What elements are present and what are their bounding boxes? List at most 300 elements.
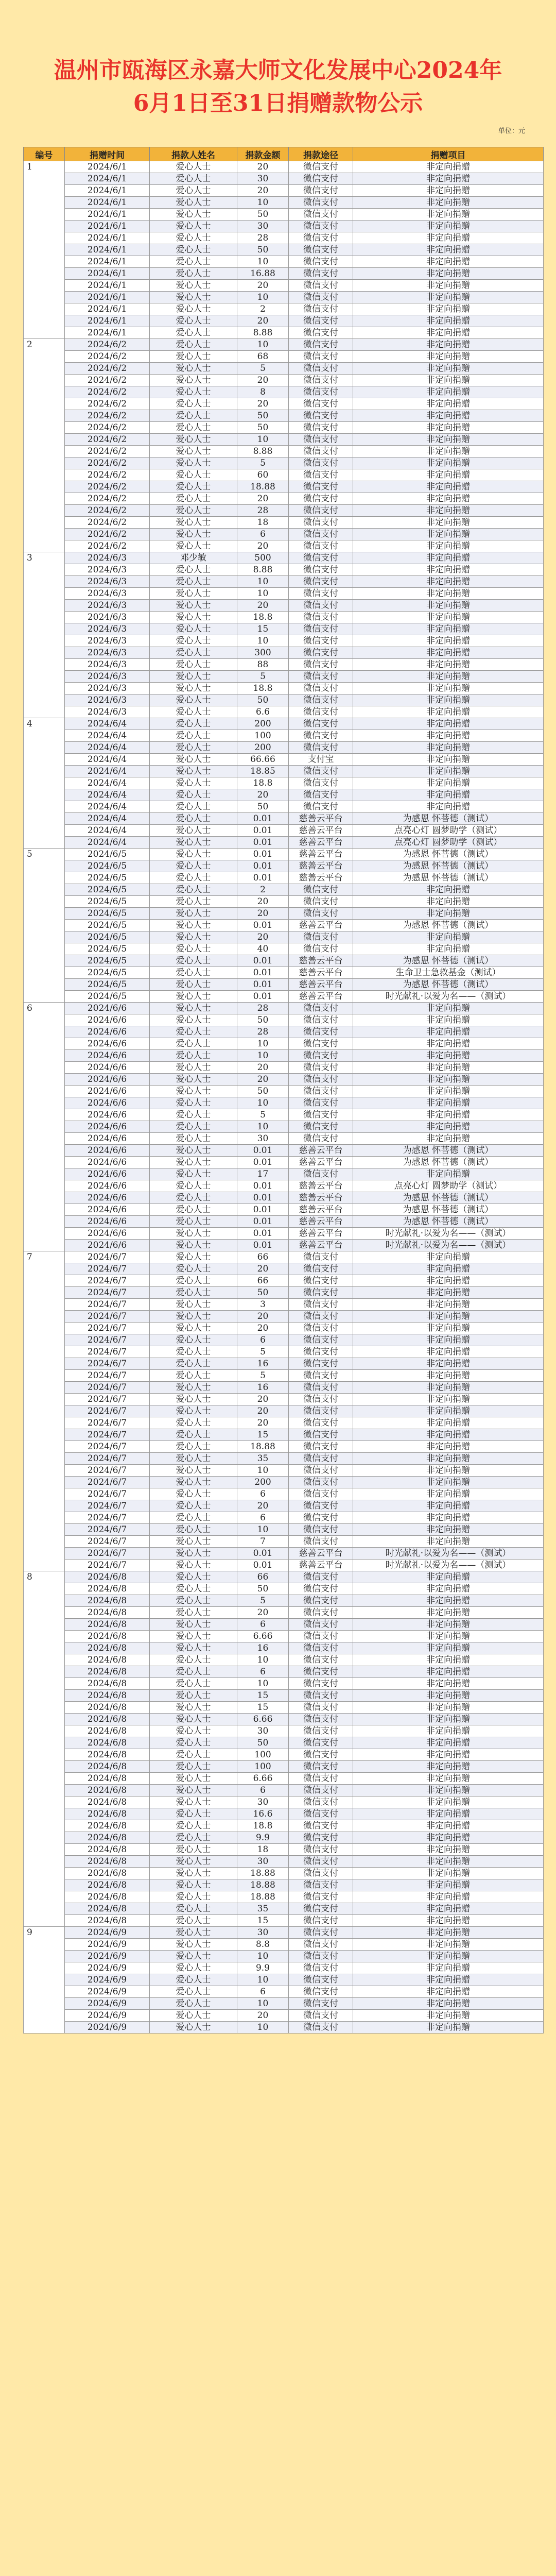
cell-method: 慈善云平台 <box>289 991 353 1003</box>
cell-donor: 爱心人士 <box>150 1891 237 1903</box>
cell-amount: 20 <box>237 398 289 410</box>
table-row <box>24 1548 544 1560</box>
cell-date: 2024/6/6 <box>65 1109 150 1121</box>
cell-method: 微信支付 <box>289 1631 353 1642</box>
cell-project: 为感恩 怀菩德（测试） <box>353 1204 544 1216</box>
cell-amount: 200 <box>237 742 289 754</box>
table-row <box>24 1583 544 1595</box>
table-row <box>24 1334 544 1346</box>
cell-project: 非定向捐赠 <box>353 943 544 955</box>
cell-amount: 16.6 <box>237 1808 289 1820</box>
table-row <box>24 1228 544 1240</box>
cell-project: 非定向捐赠 <box>353 1737 544 1749</box>
cell-date: 2024/6/7 <box>65 1429 150 1441</box>
cell-date: 2024/6/7 <box>65 1465 150 1477</box>
cell-amount: 0.01 <box>237 860 289 872</box>
cell-donor: 爱心人士 <box>150 635 237 647</box>
cell-amount: 20 <box>237 896 289 908</box>
cell-donor: 爱心人士 <box>150 1441 237 1453</box>
cell-method: 微信支付 <box>289 1583 353 1595</box>
cell-donor: 爱心人士 <box>150 1998 237 2010</box>
table-row <box>24 1382 544 1394</box>
cell-project: 为感恩 怀菩德（测试） <box>353 813 544 825</box>
cell-date: 2024/6/8 <box>65 1666 150 1678</box>
cell-method: 微信支付 <box>289 1097 353 1109</box>
cell-method: 微信支付 <box>289 185 353 197</box>
cell-project: 非定向捐赠 <box>353 1856 544 1868</box>
cell-project: 时光献礼·以爱为名——（测试） <box>353 991 544 1003</box>
cell-donor: 爱心人士 <box>150 1109 237 1121</box>
cell-method: 微信支付 <box>289 517 353 529</box>
cell-date: 2024/6/7 <box>65 1346 150 1358</box>
cell-donor: 爱心人士 <box>150 351 237 363</box>
table-row <box>24 221 544 232</box>
cell-method: 慈善云平台 <box>289 1560 353 1571</box>
cell-project: 非定向捐赠 <box>353 1311 544 1323</box>
cell-method: 微信支付 <box>289 1299 353 1311</box>
cell-method: 微信支付 <box>289 730 353 742</box>
cell-donor: 爱心人士 <box>150 1654 237 1666</box>
cell-project: 非定向捐赠 <box>353 931 544 943</box>
table-row <box>24 1121 544 1133</box>
table-row <box>24 2022 544 2033</box>
cell-donor: 爱心人士 <box>150 173 237 185</box>
cell-donor: 爱心人士 <box>150 1797 237 1808</box>
table-row <box>24 635 544 647</box>
cell-method: 微信支付 <box>289 600 353 612</box>
cell-project: 时光献礼·以爱为名——（测试） <box>353 1548 544 1560</box>
cell-amount: 50 <box>237 801 289 813</box>
table-row <box>24 1370 544 1382</box>
cell-amount: 50 <box>237 410 289 422</box>
cell-method: 微信支付 <box>289 576 353 588</box>
cell-project: 非定向捐赠 <box>353 422 544 434</box>
table-row <box>24 1086 544 1097</box>
cell-amount: 6 <box>237 1512 289 1524</box>
cell-donor: 爱心人士 <box>150 1631 237 1642</box>
cell-project: 非定向捐赠 <box>353 623 544 635</box>
cell-method: 微信支付 <box>289 197 353 209</box>
cell-method: 微信支付 <box>289 647 353 659</box>
cell-project: 非定向捐赠 <box>353 327 544 339</box>
cell-donor: 爱心人士 <box>150 1642 237 1654</box>
table-row <box>24 303 544 315</box>
table-row <box>24 422 544 434</box>
cell-method: 慈善云平台 <box>289 967 353 979</box>
cell-project: 非定向捐赠 <box>353 1086 544 1097</box>
table-row <box>24 1832 544 1844</box>
table-row <box>24 209 544 221</box>
cell-amount: 66 <box>237 1251 289 1263</box>
cell-amount: 100 <box>237 1761 289 1773</box>
cell-method: 微信支付 <box>289 1702 353 1714</box>
table-row <box>24 1180 544 1192</box>
cell-method: 微信支付 <box>289 908 353 920</box>
cell-date: 2024/6/6 <box>65 1204 150 1216</box>
cell-donor: 爱心人士 <box>150 2010 237 2022</box>
cell-project: 非定向捐赠 <box>353 683 544 694</box>
cell-donor: 爱心人士 <box>150 1050 237 1062</box>
cell-amount: 30 <box>237 1856 289 1868</box>
cell-donor: 爱心人士 <box>150 1749 237 1761</box>
cell-project: 非定向捐赠 <box>353 256 544 268</box>
cell-date: 2024/6/8 <box>65 1808 150 1820</box>
cell-donor: 爱心人士 <box>150 375 237 386</box>
cell-project: 为感恩 怀菩德（测试） <box>353 849 544 860</box>
cell-date: 2024/6/4 <box>65 825 150 837</box>
cell-donor: 爱心人士 <box>150 469 237 481</box>
cell-method: 微信支付 <box>289 1121 353 1133</box>
cell-donor: 爱心人士 <box>150 1275 237 1287</box>
table-row <box>24 896 544 908</box>
cell-date: 2024/6/8 <box>65 1654 150 1666</box>
cell-date: 2024/6/5 <box>65 908 150 920</box>
cell-method: 微信支付 <box>289 1856 353 1868</box>
table-row <box>24 1204 544 1216</box>
cell-amount: 20 <box>237 375 289 386</box>
cell-method: 微信支付 <box>289 1287 353 1299</box>
cell-amount: 10 <box>237 635 289 647</box>
cell-date: 2024/6/7 <box>65 1251 150 1263</box>
cell-date: 2024/6/5 <box>65 943 150 955</box>
table-row <box>24 1003 544 1014</box>
cell-date: 2024/6/2 <box>65 481 150 493</box>
cell-method: 微信支付 <box>289 766 353 777</box>
column-header-donor: 捐款人姓名 <box>150 147 237 161</box>
cell-project: 为感恩 怀菩德（测试） <box>353 920 544 931</box>
cell-project: 非定向捐赠 <box>353 1571 544 1583</box>
cell-amount: 5 <box>237 1109 289 1121</box>
cell-method: 微信支付 <box>289 1927 353 1939</box>
cell-date: 2024/6/8 <box>65 1725 150 1737</box>
cell-amount: 66 <box>237 1275 289 1287</box>
cell-donor: 爱心人士 <box>150 1915 237 1927</box>
table-row <box>24 706 544 718</box>
cell-method: 微信支付 <box>289 1477 353 1488</box>
cell-amount: 10 <box>237 197 289 209</box>
cell-date: 2024/6/4 <box>65 777 150 789</box>
cell-date: 2024/6/6 <box>65 1192 150 1204</box>
cell-amount: 20 <box>237 1323 289 1334</box>
cell-donor: 爱心人士 <box>150 1074 237 1086</box>
cell-amount: 20 <box>237 1394 289 1405</box>
cell-donor: 爱心人士 <box>150 386 237 398</box>
table-row <box>24 1856 544 1868</box>
cell-date: 2024/6/7 <box>65 1263 150 1275</box>
cell-amount: 50 <box>237 422 289 434</box>
cell-date: 2024/6/2 <box>65 422 150 434</box>
cell-method: 微信支付 <box>289 398 353 410</box>
cell-amount: 6 <box>237 1666 289 1678</box>
cell-donor: 爱心人士 <box>150 1334 237 1346</box>
cell-method: 微信支付 <box>289 1891 353 1903</box>
table-row <box>24 280 544 292</box>
cell-project: 非定向捐赠 <box>353 517 544 529</box>
cell-date: 2024/6/8 <box>65 1595 150 1607</box>
cell-amount: 16 <box>237 1358 289 1370</box>
cell-donor: 爱心人士 <box>150 410 237 422</box>
cell-donor: 爱心人士 <box>150 434 237 446</box>
cell-group-number: 7 <box>24 1251 65 1571</box>
cell-donor: 爱心人士 <box>150 1157 237 1168</box>
cell-date: 2024/6/6 <box>65 1180 150 1192</box>
cell-donor: 爱心人士 <box>150 1038 237 1050</box>
cell-date: 2024/6/6 <box>65 1145 150 1157</box>
cell-amount: 20 <box>237 185 289 197</box>
cell-amount: 2 <box>237 884 289 896</box>
cell-date: 2024/6/9 <box>65 1951 150 1962</box>
cell-method: 微信支付 <box>289 375 353 386</box>
cell-amount: 20 <box>237 600 289 612</box>
cell-date: 2024/6/2 <box>65 398 150 410</box>
cell-donor: 爱心人士 <box>150 1725 237 1737</box>
cell-amount: 20 <box>237 789 289 801</box>
table-row <box>24 1536 544 1548</box>
table-row <box>24 1014 544 1026</box>
cell-group-number: 6 <box>24 1003 65 1251</box>
page-title <box>0 54 556 120</box>
cell-project: 非定向捐赠 <box>353 1323 544 1334</box>
cell-amount: 6 <box>237 1619 289 1631</box>
cell-donor: 爱心人士 <box>150 825 237 837</box>
table-row <box>24 1524 544 1536</box>
cell-project: 非定向捐赠 <box>353 315 544 327</box>
cell-method: 微信支付 <box>289 315 353 327</box>
cell-date: 2024/6/9 <box>65 1998 150 2010</box>
cell-amount: 20 <box>237 1074 289 1086</box>
table-row <box>24 529 544 540</box>
cell-project: 时光献礼·以爱为名——（测试） <box>353 1240 544 1251</box>
cell-method: 微信支付 <box>289 943 353 955</box>
cell-group-number: 3 <box>24 552 65 718</box>
cell-donor: 爱心人士 <box>150 197 237 209</box>
table-row <box>24 1465 544 1477</box>
cell-method: 微信支付 <box>289 1595 353 1607</box>
cell-project: 非定向捐赠 <box>353 1524 544 1536</box>
cell-amount: 10 <box>237 256 289 268</box>
cell-donor: 爱心人士 <box>150 292 237 303</box>
cell-donor: 爱心人士 <box>150 931 237 943</box>
cell-date: 2024/6/8 <box>65 1915 150 1927</box>
cell-donor: 爱心人士 <box>150 1560 237 1571</box>
cell-project: 非定向捐赠 <box>353 209 544 221</box>
table-row <box>24 588 544 600</box>
cell-method: 微信支付 <box>289 446 353 457</box>
table-row <box>24 742 544 754</box>
cell-date: 2024/6/1 <box>65 161 150 173</box>
cell-donor: 爱心人士 <box>150 801 237 813</box>
cell-method: 微信支付 <box>289 505 353 517</box>
table-row <box>24 1263 544 1275</box>
cell-date: 2024/6/8 <box>65 1737 150 1749</box>
cell-method: 微信支付 <box>289 327 353 339</box>
cell-method: 微信支付 <box>289 1417 353 1429</box>
cell-method: 微信支付 <box>289 552 353 564</box>
cell-project: 为感恩 怀菩德（测试） <box>353 1145 544 1157</box>
cell-project: 非定向捐赠 <box>353 292 544 303</box>
cell-project: 非定向捐赠 <box>353 469 544 481</box>
cell-method: 微信支付 <box>289 1844 353 1856</box>
table-row <box>24 943 544 955</box>
cell-project: 非定向捐赠 <box>353 363 544 375</box>
cell-donor: 爱心人士 <box>150 1488 237 1500</box>
cell-donor: 爱心人士 <box>150 860 237 872</box>
cell-donor: 爱心人士 <box>150 232 237 244</box>
cell-donor: 爱心人士 <box>150 1228 237 1240</box>
cell-amount: 66 <box>237 1571 289 1583</box>
table-row <box>24 1654 544 1666</box>
cell-amount: 18.88 <box>237 1879 289 1891</box>
cell-project: 非定向捐赠 <box>353 1334 544 1346</box>
table-row <box>24 872 544 884</box>
cell-method: 微信支付 <box>289 173 353 185</box>
cell-amount: 6.66 <box>237 1631 289 1642</box>
cell-project: 非定向捐赠 <box>353 1441 544 1453</box>
cell-method: 慈善云平台 <box>289 860 353 872</box>
cell-method: 微信支付 <box>289 1915 353 1927</box>
cell-date: 2024/6/5 <box>65 991 150 1003</box>
cell-date: 2024/6/5 <box>65 896 150 908</box>
cell-date: 2024/6/4 <box>65 742 150 754</box>
cell-method: 微信支付 <box>289 1690 353 1702</box>
table-row <box>24 1441 544 1453</box>
cell-date: 2024/6/7 <box>65 1382 150 1394</box>
cell-donor: 爱心人士 <box>150 754 237 766</box>
table-row <box>24 1216 544 1228</box>
cell-amount: 10 <box>237 434 289 446</box>
cell-date: 2024/6/8 <box>65 1844 150 1856</box>
cell-project: 为感恩 怀菩德（测试） <box>353 1157 544 1168</box>
cell-project: 非定向捐赠 <box>353 1642 544 1654</box>
table-row <box>24 1737 544 1749</box>
cell-project: 非定向捐赠 <box>353 742 544 754</box>
cell-amount: 7 <box>237 1536 289 1548</box>
table-row <box>24 979 544 991</box>
table-row <box>24 339 544 351</box>
table-row <box>24 386 544 398</box>
cell-method: 微信支付 <box>289 1785 353 1797</box>
cell-method: 微信支付 <box>289 422 353 434</box>
cell-amount: 28 <box>237 232 289 244</box>
cell-method: 微信支付 <box>289 1488 353 1500</box>
cell-donor: 爱心人士 <box>150 1974 237 1986</box>
cell-donor: 爱心人士 <box>150 612 237 623</box>
table-row <box>24 244 544 256</box>
table-row <box>24 955 544 967</box>
cell-date: 2024/6/6 <box>65 1216 150 1228</box>
table-row <box>24 730 544 742</box>
cell-project: 非定向捐赠 <box>353 1050 544 1062</box>
cell-method: 微信支付 <box>289 280 353 292</box>
cell-date: 2024/6/1 <box>65 197 150 209</box>
cell-date: 2024/6/8 <box>65 1820 150 1832</box>
cell-project: 非定向捐赠 <box>353 1394 544 1405</box>
table-row <box>24 1903 544 1915</box>
cell-amount: 8.88 <box>237 564 289 576</box>
cell-project: 非定向捐赠 <box>353 1832 544 1844</box>
table-row <box>24 789 544 801</box>
table-row <box>24 813 544 825</box>
cell-amount: 16 <box>237 1642 289 1654</box>
cell-donor: 爱心人士 <box>150 1619 237 1631</box>
table-row <box>24 469 544 481</box>
cell-group-number: 4 <box>24 718 65 849</box>
cell-project: 非定向捐赠 <box>353 1097 544 1109</box>
cell-method: 微信支付 <box>289 1500 353 1512</box>
cell-project: 非定向捐赠 <box>353 896 544 908</box>
cell-donor: 爱心人士 <box>150 1761 237 1773</box>
cell-date: 2024/6/7 <box>65 1500 150 1512</box>
cell-date: 2024/6/7 <box>65 1453 150 1465</box>
cell-donor: 爱心人士 <box>150 1678 237 1690</box>
cell-amount: 6.66 <box>237 1773 289 1785</box>
cell-project: 非定向捐赠 <box>353 1477 544 1488</box>
column-header-date: 捐赠时间 <box>65 147 150 161</box>
cell-project: 非定向捐赠 <box>353 505 544 517</box>
cell-donor: 爱心人士 <box>150 1808 237 1820</box>
cell-method: 微信支付 <box>289 1003 353 1014</box>
cell-project: 非定向捐赠 <box>353 552 544 564</box>
cell-amount: 10 <box>237 1121 289 1133</box>
cell-method: 慈善云平台 <box>289 1228 353 1240</box>
cell-amount: 18.8 <box>237 777 289 789</box>
cell-amount: 20 <box>237 1417 289 1429</box>
cell-method: 微信支付 <box>289 694 353 706</box>
cell-donor: 爱心人士 <box>150 1311 237 1323</box>
table-row <box>24 967 544 979</box>
cell-method: 慈善云平台 <box>289 825 353 837</box>
table-row <box>24 1157 544 1168</box>
table-row <box>24 1251 544 1263</box>
cell-date: 2024/6/8 <box>65 1702 150 1714</box>
cell-date: 2024/6/2 <box>65 363 150 375</box>
cell-donor: 爱心人士 <box>150 1951 237 1962</box>
cell-date: 2024/6/8 <box>65 1631 150 1642</box>
cell-date: 2024/6/1 <box>65 232 150 244</box>
table-row <box>24 576 544 588</box>
cell-method: 微信支付 <box>289 896 353 908</box>
cell-amount: 10 <box>237 1974 289 1986</box>
cell-project: 非定向捐赠 <box>353 1702 544 1714</box>
cell-donor: 爱心人士 <box>150 1429 237 1441</box>
table-row <box>24 1714 544 1725</box>
table-row <box>24 564 544 576</box>
table-row <box>24 268 544 280</box>
cell-date: 2024/6/2 <box>65 386 150 398</box>
cell-project: 非定向捐赠 <box>353 884 544 896</box>
cell-date: 2024/6/6 <box>65 1062 150 1074</box>
cell-date: 2024/6/6 <box>65 1086 150 1097</box>
table-row <box>24 1915 544 1927</box>
table-row <box>24 849 544 860</box>
cell-date: 2024/6/7 <box>65 1323 150 1334</box>
cell-amount: 20 <box>237 1062 289 1074</box>
cell-donor: 爱心人士 <box>150 1168 237 1180</box>
title-line-2: 6月1日至31日捐赠款物公示 <box>133 90 423 116</box>
cell-date: 2024/6/3 <box>65 694 150 706</box>
cell-project: 非定向捐赠 <box>353 1500 544 1512</box>
table-row <box>24 1275 544 1287</box>
table-row <box>24 1891 544 1903</box>
table-row <box>24 1168 544 1180</box>
cell-date: 2024/6/2 <box>65 540 150 552</box>
table-row <box>24 493 544 505</box>
cell-amount: 0.01 <box>237 979 289 991</box>
cell-date: 2024/6/5 <box>65 955 150 967</box>
title-line-1: 温州市瓯海区永嘉大师文化发展中心2024年 <box>54 57 502 83</box>
cell-project: 非定向捐赠 <box>353 1808 544 1820</box>
cell-date: 2024/6/8 <box>65 1714 150 1725</box>
